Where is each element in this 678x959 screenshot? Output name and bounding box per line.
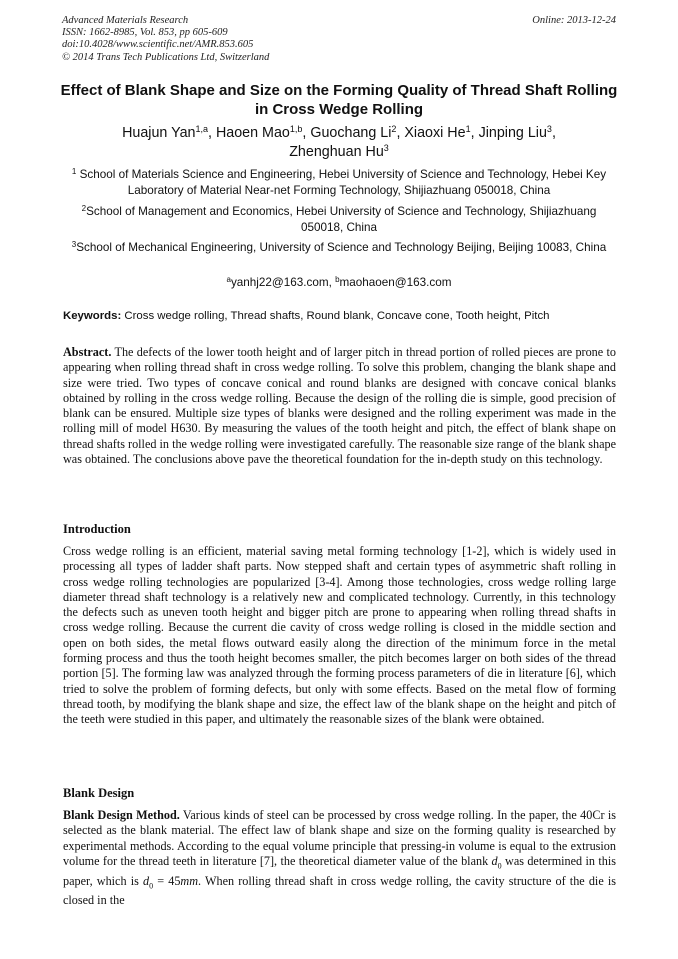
paper-title: Effect of Blank Shape and Size on the Forming Quality of Thread Shaft Rolling in Cross Wedge Rolling	[60, 82, 618, 118]
author-affil-mark: 1,a	[195, 124, 208, 134]
affiliation-2	[60, 204, 618, 236]
author-name: Xiaoxi He	[404, 125, 466, 141]
email-link[interactable]: yanhj22@163.com	[230, 276, 329, 289]
section-heading-blank-design: Blank Design	[63, 786, 135, 800]
author-name: Huajun Yan	[122, 125, 196, 141]
email-link[interactable]: maohaoen@163.com	[339, 276, 452, 289]
affiliation-text: School of Mechanical Engineering, University of Science and Technology Beijing, Beijing 10083, China	[76, 241, 607, 254]
affiliation-1	[60, 167, 618, 199]
issn-line: ISSN: 1662-8985, Vol. 853, pp 605-609	[62, 27, 228, 39]
email-mark: b	[335, 275, 340, 284]
author-name: Jinping Liu	[478, 125, 547, 141]
keywords	[63, 309, 619, 324]
author-affil-mark: 1	[465, 124, 471, 134]
keywords-text: Cross wedge rolling, Thread shafts, Round blank, Concave cone, Tooth height, Pitch	[121, 310, 550, 322]
author-affil-mark: 3	[383, 143, 389, 153]
math-symbol: $d_0$	[491, 853, 502, 871]
online-date: Online: 2013-12-24	[532, 15, 616, 26]
affiliation-text: School of Materials Science and Engineering, Hebei University of Science and Technology, Hebei Key Laboratory of Material Near-net Forming Technology, Shijiazhuang 050018, China	[76, 168, 607, 197]
introduction-text: Cross wedge rolling is an efficient, material saving metal forming technology [1-2], which is widely used in processing all types of ladder shaft parts. Now stepped shaft and certain types of asymmetric shaft rolling in cross wedge rolling technologies are popularized [3-4]. Among those technologies, cross wedge rolling large diameter thread shaft technology is a relatively new and complicated technology. Currently, in this technology the defects such as uneven tooth height and bigger pitch are prone to appearing when rolling thread shafts in cross wedge rolling. Because the current die cavity of cross wedge rolling is closed in the middle section and open on both sides, the metal flows outward easily along the direction of the minimum force in the metal forming process and thus the tooth height becomes smaller, the pitch becomes larger on both sides of the thread portion [5]. The forming law was analyzed through the forming process parameters of die in literature [6], which tried to solve the problem of forming defects, but only with some effects. Based on the metal flow of forming thread tooth, by modifying the blank shape and size, the effect law of the blank shape on the height and pitch of the teeth were studied in this paper, and ultimately the reasonable sizes of the blank were obtained.	[63, 544, 616, 727]
author-name: Haoen Mao	[215, 125, 290, 141]
affiliation-text: School of Management and Economics, Hebei University of Science and Technology, Shijiazhuang 050018, China	[86, 205, 597, 234]
journal-name: Advanced Materials Research	[62, 15, 189, 26]
affiliation-number: 1	[71, 167, 77, 176]
blank-design-text: Blank Design Method. Various kinds of steel can be processed by cross wedge rolling. In the paper, the 40Cr is selected as the blank material. The effect law of blank shape and size on the forming quality is researched by experimental methods. According to the equal volume principle that pressing-in volume is equal to the extrusion volume for the thread teeth in literature [7], the theoretical diameter value of the blank $d_0$ was determined in this paper, which is $d_0 = 45mm$. When rolling thread shaft in cross wedge rolling, the cavity structure of the die is closed in the	[63, 808, 616, 908]
author-name: Zhenghuan Hu	[289, 144, 384, 160]
author-list: Huajun Yan$^{1,a}$, Haoen Mao$^{1,b}$, Guochang Li$^2$, Xiaoxi He$^1$, Jinping Liu$^3$, Zhenghuan Hu$^3$	[122, 124, 556, 160]
copyright-line: © 2014 Trans Tech Publications Ltd, Switzerland	[62, 51, 270, 63]
abstract	[63, 345, 616, 467]
keywords-label: Keywords:	[63, 310, 122, 322]
author-affil-mark: 2	[391, 124, 397, 134]
author-emails: $^a$yanhj22@163.com, $^b$maohaoen@163.com	[226, 275, 452, 289]
math-equation: $d_0 = 45mm$	[142, 873, 199, 891]
abstract-label: Abstract.	[63, 345, 112, 359]
author-affil-mark: 1,b	[289, 124, 303, 134]
section-heading-introduction: Introduction	[63, 522, 131, 536]
affiliation-number: 2	[81, 204, 87, 213]
author-name: Guochang Li	[310, 125, 392, 141]
affiliation-number: 3	[71, 240, 77, 249]
author-affil-mark: 3	[546, 124, 552, 134]
affiliation-3	[60, 240, 618, 256]
email-mark: a	[226, 275, 231, 284]
journal-header	[62, 15, 616, 64]
subsection-label: Blank Design Method.	[63, 808, 180, 822]
abstract-text: The defects of the lower tooth height and of larger pitch in thread portion of rolled pieces are prone to appearing when rolling thread shaft in cross wedge rolling. To solve this problem, changing the blank shape and size were tried. Two types of concave conical and round blanks are designed with concave conical blanks obtained by rolling in the cross wedge rolling. Because the design of the rolling die is simple, good precision of blank can be ensured. Multiple size types of blanks were designed and the rolling experiment was made in the rolling mill of model H630. By measuring the values of the tooth height and pitch, the effect of blank shape on thread shafts rolled in the wedge rolling were investigated carefully. The reasonable size range of the blank shape was obtained. The conclusions above pave the theoretical foundation for the in-depth study on this technology.	[63, 345, 616, 467]
doi-line: doi:10.4028/www.scientific.net/AMR.853.605	[62, 39, 254, 51]
